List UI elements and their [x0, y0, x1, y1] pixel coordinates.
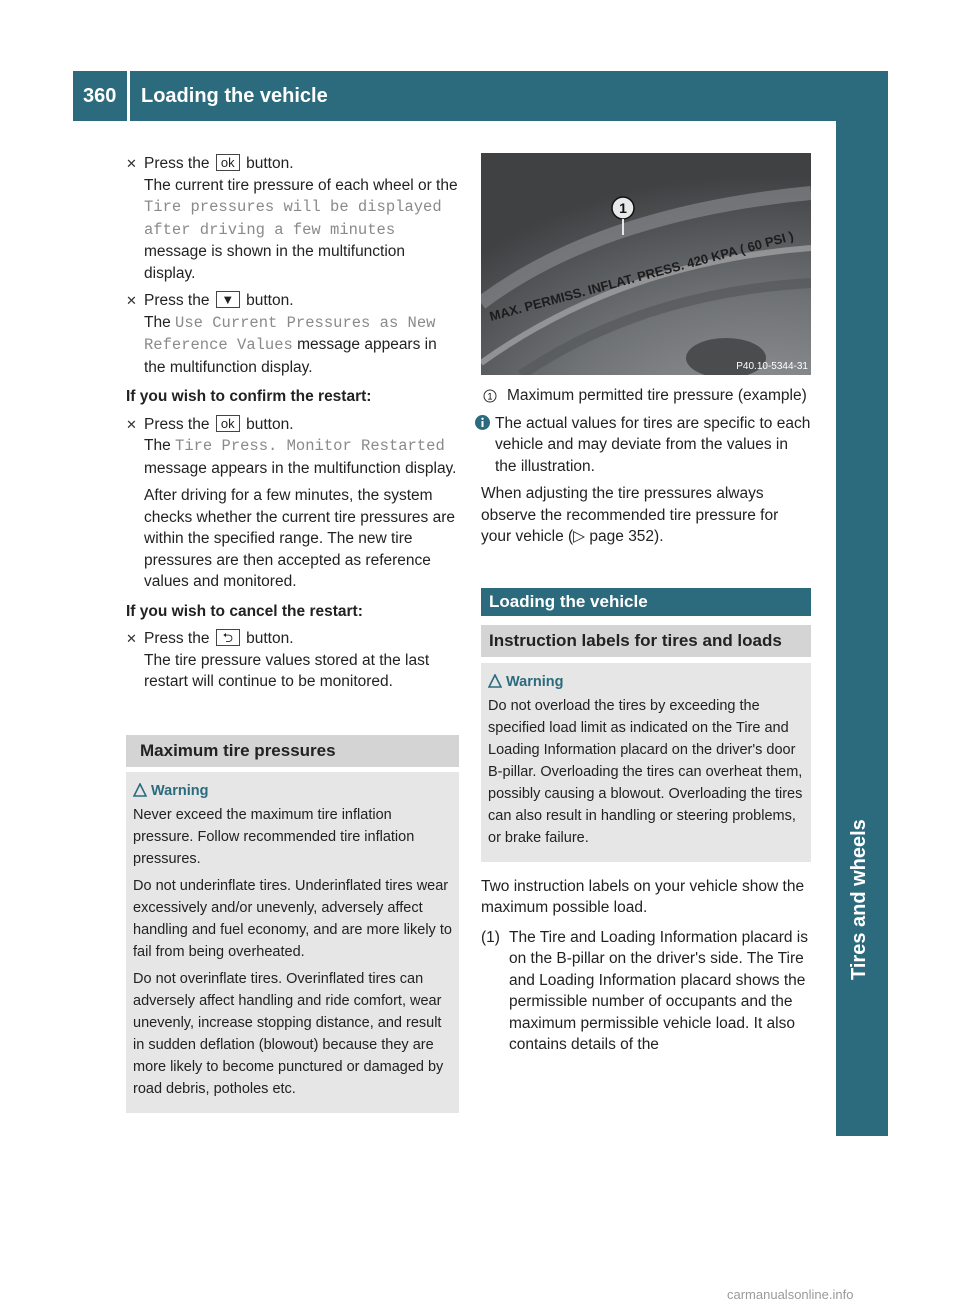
step-text: Press the — [144, 292, 210, 309]
list-number: (1) — [481, 928, 500, 946]
info-icon — [475, 415, 490, 437]
header-divider — [127, 71, 130, 121]
step-body: The tire pressure values stored at the last restart will continue to be monitored. — [144, 651, 430, 690]
tire-illustration — [481, 153, 811, 375]
back-key-icon: ⮌ — [216, 629, 240, 646]
image-caption — [481, 385, 811, 407]
step-press-down — [126, 290, 459, 378]
warning-box — [481, 663, 811, 862]
step-arrow-icon: ✕ — [126, 156, 137, 171]
info-text: The actual values for tires are specific to each vehicle and may deviate from the values in the illustration. — [495, 414, 811, 475]
step-body: The current tire pressure of each wheel or the — [144, 176, 458, 194]
warning-paragraph: Do not overinflate tires. Overinflated tires can adversely affect handling and ride comfort, wear unevenly, increase stopping distance, and result in sudden deflation (blowout) because they are more likely to become punctured or damaged by road debris, potholes etc. — [133, 970, 444, 1097]
step-arrow-icon: ✕ — [126, 416, 137, 432]
step-body: message appears in the multifunction display. — [144, 336, 437, 376]
page-number: 360 — [83, 85, 117, 107]
warning-box — [126, 772, 459, 1113]
cancel-heading: If you wish to cancel the restart: — [126, 602, 363, 620]
step-body: After driving for a few minutes, the system checks whether the current tire pressures are within the specified range. The new tire pressures are then accepted as reference values and monitored. — [144, 487, 455, 590]
step-arrow-icon: ✕ — [126, 293, 137, 308]
callout-number: 1 — [619, 200, 627, 216]
step-body: The — [144, 437, 176, 454]
tire-sidewall-image — [481, 153, 811, 375]
step-text: button. — [246, 415, 294, 433]
warning-icon — [133, 783, 147, 797]
footer-watermark: carmanualsonline.info — [727, 1287, 854, 1302]
caption-number: 1 — [487, 391, 493, 402]
confirm-heading: If you wish to confirm the restart: — [126, 388, 372, 405]
step-text: Press the — [144, 630, 210, 647]
display-message: Tire Press. Monitor Restarted — [175, 437, 445, 455]
step-press-ok-1 — [126, 153, 459, 284]
ok-key-icon: ok — [216, 154, 240, 171]
list-item — [481, 927, 811, 1056]
step-body: message appears in the multifunction display. — [144, 459, 457, 477]
tire-text: MAX. PERMISS. INFLAT. PRESS. 420 KPA ( 60 PSI ) — [487, 228, 796, 324]
step-press-back — [126, 628, 459, 693]
body-paragraph: Two instruction labels on your vehicle show the maximum possible load. — [481, 877, 805, 916]
warning-paragraph: Do not underinflate tires. Underinflated tires wear excessively and/or unevenly, adversely affect handling and fuel economy, and are more likely to fail from being overheated. — [133, 877, 452, 960]
warning-title — [133, 780, 453, 802]
section-title: Maximum tire pressures — [126, 735, 459, 767]
display-message: Tire pressures will be displayed after driving a few minutes — [144, 198, 442, 239]
step-body: The — [144, 313, 176, 331]
chapter-sidebar — [836, 121, 888, 1136]
warning-paragraph: Never exceed the maximum tire inflation pressure. Follow recommended tire inflation pressures. — [133, 806, 415, 867]
step-press-ok-2 — [126, 414, 459, 593]
right-column — [481, 153, 811, 1056]
info-note — [481, 413, 811, 478]
image-code: P40.10-5344-31 — [736, 361, 808, 372]
caption-number-icon — [483, 388, 497, 410]
warning-icon — [488, 674, 502, 688]
step-body: message is shown in the multifunction display. — [144, 243, 406, 282]
step-text: button. — [246, 630, 294, 647]
step-text: button. — [246, 292, 294, 309]
left-column — [126, 153, 459, 1113]
step-arrow-icon: ✕ — [126, 631, 137, 646]
body-paragraph: When adjusting the tire pressures always observe the recommended tire pressure for your vehicle (▷ page 352). — [481, 485, 779, 545]
warning-title — [488, 671, 805, 693]
down-key-icon: ▼ — [216, 291, 240, 308]
warning-title-text: Warning — [151, 782, 209, 799]
caption-text: Maximum permitted tire pressure (example) — [507, 387, 807, 404]
display-message: Use Current Pressures as New Reference Values — [144, 313, 436, 354]
warning-title-text: Warning — [506, 673, 564, 690]
subsection-title: Instruction labels for tires and loads — [481, 625, 811, 657]
step-text: Press the — [144, 155, 210, 172]
section-title: Loading the vehicle — [481, 588, 811, 616]
list-text: The Tire and Loading Information placard is on the B-pillar on the driver's side. The Tire and Loading Information placard shows the permissible number of occupants and the maximum permissible vehicle load. It also contains details of the — [509, 928, 808, 1053]
page-title: Loading the vehicle — [141, 85, 328, 107]
step-text: Press the — [144, 415, 210, 433]
chapter-label: Tires and wheels — [848, 819, 870, 980]
warning-paragraph: Do not overload the tires by exceeding the specified load limit as indicated on the Tire and Loading Information placard on the driver's door B-pillar. Overloading the tires can overheat them, possibly causing a blowout. Overloading the tires can also result in handling or steering problems, or brake failure. — [488, 697, 803, 846]
ok-key-icon: ok — [216, 415, 240, 432]
step-text: button. — [246, 155, 294, 172]
